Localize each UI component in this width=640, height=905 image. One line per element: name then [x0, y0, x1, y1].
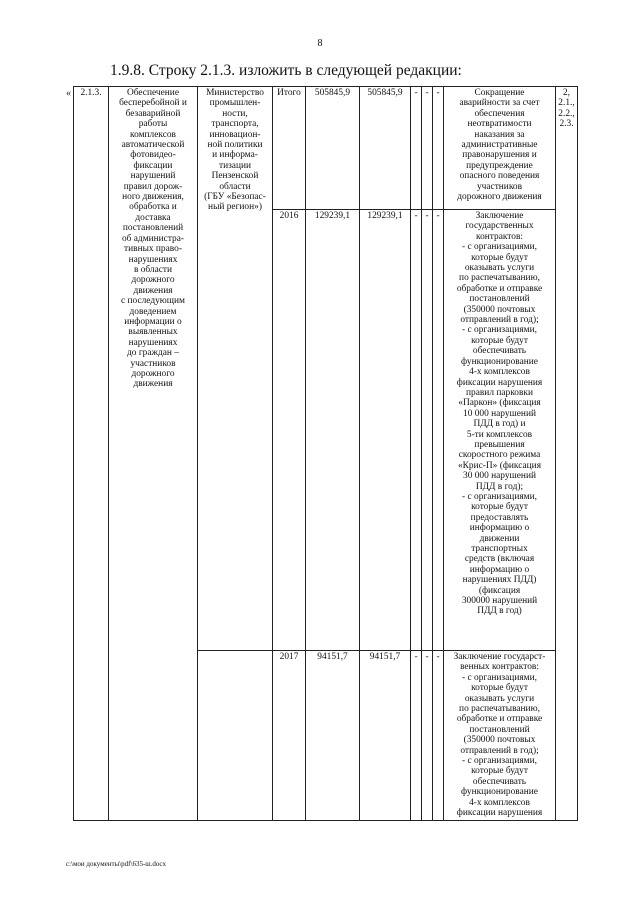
result-cell [444, 87, 556, 210]
year-cell [273, 87, 306, 210]
result-cell [444, 210, 556, 651]
executor-empty-cell [198, 651, 273, 821]
budget-cell [360, 651, 411, 821]
dash-value: - [425, 211, 429, 221]
year-label: Итого [277, 88, 301, 98]
dash-value: - [436, 88, 440, 98]
dash-value: - [414, 211, 418, 221]
dash-cell [422, 651, 433, 821]
dash-value: - [425, 652, 429, 662]
expected-result: Заключение государст- венных контрактов: - с организациями, которые будут оказывать услуги по распечатыванию, обработке и отправке постановлений (350000 почтовых отправлений в год); - с организациями, которые будут обеспечивать функционирование 4-х комплексов фиксации нарушения [453, 652, 546, 819]
dash-cell [422, 87, 433, 210]
dash-value: - [436, 211, 440, 221]
dash-cell [422, 210, 433, 651]
measure-description-cell [109, 87, 198, 821]
dash-cell [433, 87, 444, 210]
refs-cell [556, 87, 578, 821]
dash-cell [433, 651, 444, 821]
dash-cell [433, 210, 444, 651]
row-number: 2.1.3. [80, 88, 102, 98]
reference-numbers: 2, 2.1., 2.2., 2.3. [558, 88, 575, 130]
result-cell [444, 651, 556, 821]
total-cell [306, 87, 360, 210]
budget-cell [360, 210, 411, 651]
executor: Министерство промышлен- ности, транспорта, инновацион- ной политики и информа- тизации Пензенской области (ГБУ «Безопас- ный регион») [204, 88, 266, 213]
dash-value: - [414, 88, 418, 98]
budget-amount: 129239,1 [367, 211, 403, 221]
amendment-heading: 1.9.8. Строку 2.1.3. изложить в следующей редакции: [110, 62, 462, 79]
dash-value: - [436, 652, 440, 662]
dash-cell [411, 651, 422, 821]
measure-description: Обеспечение бесперебойной и безаварийной работы комплексов автоматической фотовидео- фиксации нарушений правил дорож- ного движения, обработка и доставка постановлений об администра- тивных право- нарушениях в области дорожного движения с последующим доведением информации о выявленных нарушениях до граждан – участников дорожного движения [119, 88, 187, 390]
total-cell [306, 651, 360, 821]
total-amount: 129239,1 [314, 211, 351, 221]
budget-cell [360, 87, 411, 210]
year-label: 2017 [279, 652, 299, 662]
year-label: 2016 [279, 211, 299, 221]
opening-quote-mark: « [66, 88, 71, 99]
expected-result: Сокращение аварийности за счет обеспечения неотвратимости наказания за административные правонарушения и предупреждение опасного поведения участников дорожного движения [457, 88, 542, 203]
budget-amount: 505845,9 [367, 88, 403, 98]
total-amount: 94151,7 [317, 652, 348, 662]
program-table [73, 86, 578, 821]
dash-value: - [414, 652, 418, 662]
year-cell [273, 651, 306, 821]
table-row [74, 87, 578, 210]
expected-result: Заключение государственных контрактов: - с организациями, которые будут оказывать услуги по распечатыванию, обработке и отправке постановлений (350000 почтовых отправлений в год); - с организациями, которые будут обеспечивать функционирование 4-х комплексов фиксации нарушения правил парковки «Паркон» (фиксация 10 000 нарушений ПДД в год) и 5-ти комплексов превышения скоростного режима «Крис-П» (фиксация 30 000 нарушений ПДД в год); - с организациями, которые будут предоставлять информацию о движении транспортных средств (включая информацию о нарушениях ПДД) (фиксация 300000 нарушений ПДД в год) [456, 211, 543, 617]
page-number: 8 [317, 38, 323, 49]
dash-value: - [425, 88, 429, 98]
executor-cell [198, 87, 273, 651]
row-number-cell [74, 87, 109, 821]
year-cell [273, 210, 306, 651]
file-path-footer: c:\мои документы\pdf\635-ш.docx [66, 860, 167, 868]
dash-cell [411, 210, 422, 651]
total-amount: 505845,9 [314, 88, 351, 98]
total-cell [306, 210, 360, 651]
budget-amount: 94151,7 [369, 652, 401, 662]
dash-cell [411, 87, 422, 210]
